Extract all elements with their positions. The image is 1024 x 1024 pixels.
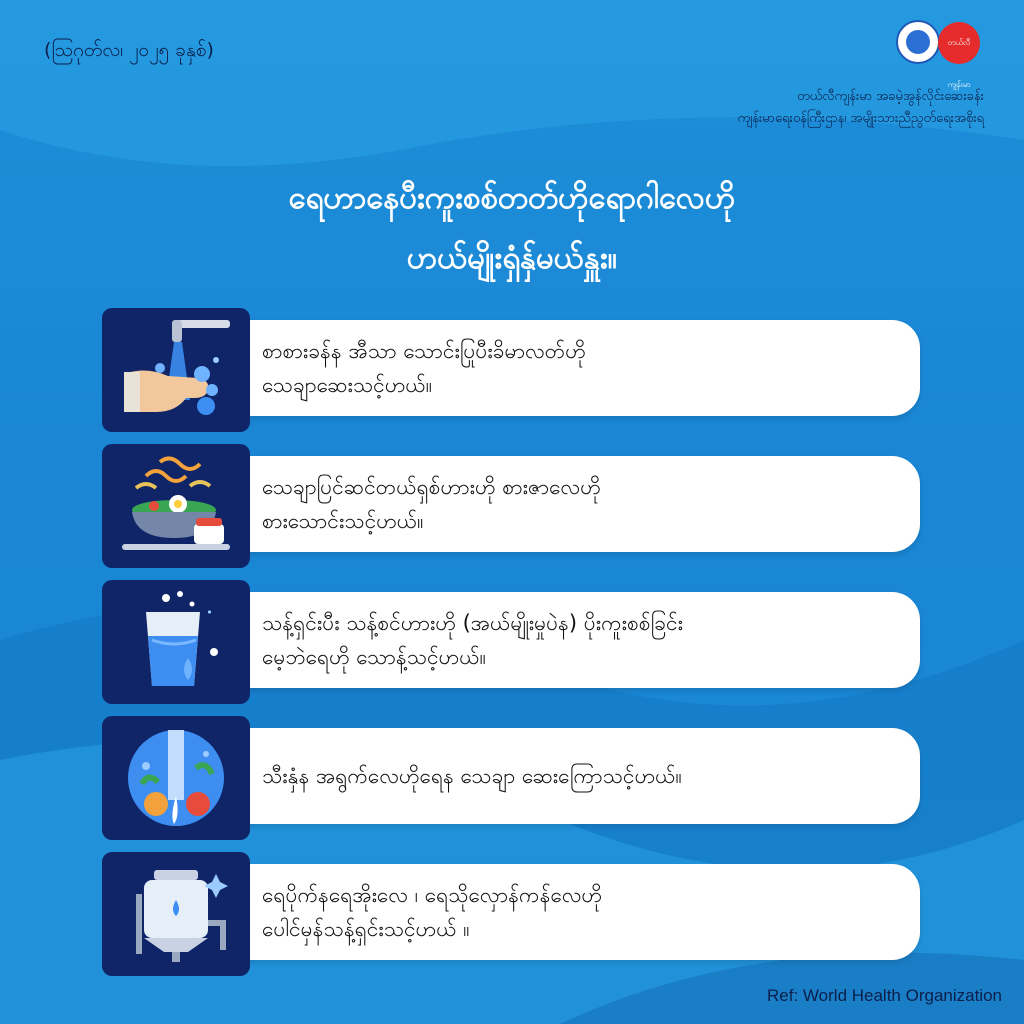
tip-bubble [222, 592, 920, 688]
tip-line-1: ရေပိုက်နရေအိုးလေ ၊ ရေသိုလှောန်ကန်လေဟို [262, 883, 603, 907]
hot-food-icon [116, 452, 236, 560]
organization-line-2: ကျန်းမာရေးဝန်ကြီးဌာန၊ အမျိုးသားညီညွတ်ရေးအစိုးရ [737, 111, 984, 126]
washing-vegetables-icon [116, 724, 236, 832]
page-title [0, 168, 1024, 288]
ministry-of-health-logo [896, 20, 940, 64]
tip-card-3 [102, 580, 920, 704]
tip-line-1: သန့်ရှင်းပီး သန့်စင်ဟားဟို (အယ်မျိုးမှုပဲန) ပိုးကူးစစ်ခြင်း [262, 611, 683, 635]
tip-icon-tile [102, 580, 250, 704]
tip-text [262, 470, 896, 538]
telehealth-logo: တယ်လီကျန်းမာ [938, 22, 980, 64]
reference-label: Ref: World Health Organization [767, 986, 1002, 1005]
date-label: (ဩဂုတ်လ၊ ၂၀၂၅ ခုနှစ်) [44, 39, 214, 61]
title-line-2: ဟယ်မျိုးရှံနှ်မယ်နှူး။ [406, 240, 618, 276]
logos [896, 20, 984, 89]
tip-icon-tile [102, 716, 250, 840]
tip-bubble [222, 320, 920, 416]
tip-icon-tile [102, 308, 250, 432]
tip-line-2: မေ့ဘဲရေဟို သောန့်သင့်ဟယ်။ [262, 645, 486, 669]
tip-line-2: သေချာဆေးသင့်ဟယ်။ [262, 373, 433, 397]
tip-bubble [222, 728, 920, 824]
tip-line-2: ပေါင်မှန်သန့်ရှင်းသင့်ဟယ် ။ [262, 917, 470, 941]
tip-bubble [222, 864, 920, 960]
organization-block [737, 86, 984, 130]
tip-card-5 [102, 852, 920, 976]
title-line-1: ရေဟာနေပီးကူးစစ်တတ်ဟိုရောဂါလေဟို [288, 180, 736, 216]
tip-icon-tile [102, 444, 250, 568]
tip-card-4 [102, 716, 920, 840]
tip-line-2: စားသောင်းသင့်ဟယ်။ [262, 509, 424, 533]
tip-text [262, 606, 896, 674]
tip-bubble [222, 456, 920, 552]
tip-line-1: သေချာပြင်ဆင်တယ်ရှစ်ဟားဟို စားဇာလေဟို [262, 475, 601, 499]
tip-text [262, 878, 896, 946]
tip-text [262, 334, 896, 402]
tip-text [262, 759, 896, 793]
tip-line-1: စာစားခန်န အီသာ သောင်းပြုပီးခိမာလတ်ဟို [262, 339, 586, 363]
clean-water-glass-icon [116, 588, 236, 696]
tip-card-1 [102, 308, 920, 432]
hand-washing-icon [116, 316, 236, 424]
tip-icon-tile [102, 852, 250, 976]
water-tank-icon [116, 860, 236, 968]
organization-line-1: တယ်လီကျန်းမာ အခမဲ့အွန်လိုင်းဆေးခန်း [797, 89, 984, 104]
tip-card-2 [102, 444, 920, 568]
tip-line-1: သီးနှံန အရွက်လေဟိုရေန သေချာ ဆေးကြောသင့်ဟယ်။ [262, 764, 682, 788]
